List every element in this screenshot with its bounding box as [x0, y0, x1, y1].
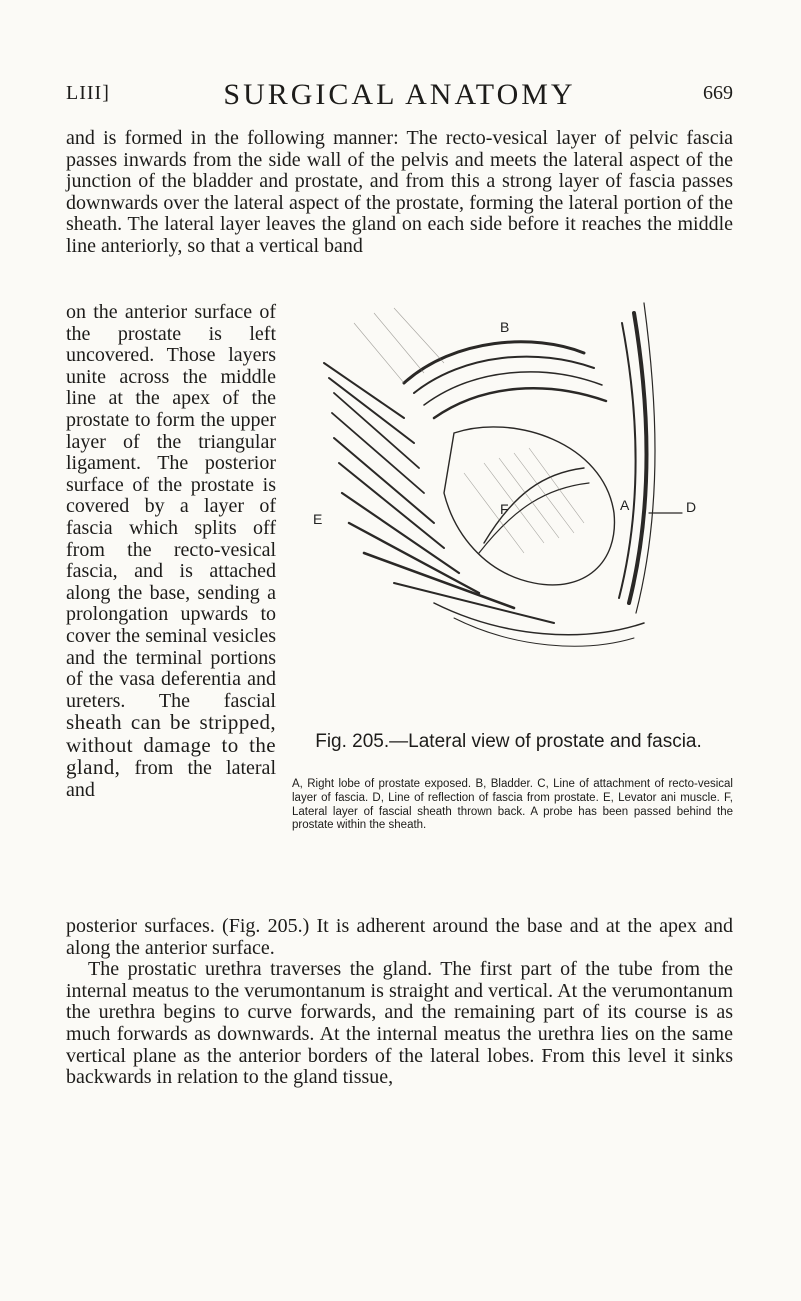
- side-column-text: on the anterior surface of the prostate is left uncovered. Those layers unite across the middle line at the apex of the prostate to form the upper layer of the triangular ligament. The posterior surface of the prostate is covered by a layer of fascia which splits off from the recto-vesical fascia, and is attached along the base, sending a prolongation upwards to cover the seminal vesicles and the terminal portions of the vasa deferentia and ureters. The fascial: [66, 301, 276, 712]
- running-title: SURGICAL ANATOMY: [223, 78, 576, 111]
- prostate-fascia-drawing: [284, 243, 744, 728]
- chapter-marker: LIII]: [66, 82, 110, 104]
- top-paragraph-text: and is formed in the following manner: The recto-vesical layer of pelvic fascia passes inwards from the side wall of the pelvis and meets the lateral aspect of the junction of the bladder and prostate, and from this a strong layer of fascia passes downwards over the lateral aspect of the prostate, forming the lateral portion of the sheath. The lateral layer leaves the gland on each side before it reaches the middle line anteriorly, so that a vertical band: [66, 127, 733, 257]
- figure-205-illustration: [284, 243, 744, 728]
- figure-caption-title: Fig. 205.—Lateral view of prostate and fascia.: [315, 731, 702, 752]
- running-header: [66, 78, 733, 112]
- label-d: D: [686, 499, 697, 515]
- top-paragraph: [66, 128, 733, 258]
- side-column: [66, 302, 276, 802]
- bottom-text: [66, 916, 733, 1089]
- page-number: 669: [703, 82, 733, 104]
- label-b: B: [500, 319, 510, 335]
- bottom-paragraph-1: posterior surfaces. (Fig. 205.) It is adherent around the base and at the apex and along the anterior surface.: [66, 915, 733, 959]
- label-e: E: [313, 511, 323, 527]
- label-f: F: [500, 501, 509, 517]
- label-a: A: [620, 497, 630, 513]
- bottom-paragraph-2: The prostatic urethra traverses the gland. The first part of the tube from the internal meatus to the verumontanum is straight and vertical. At the verumontanum the urethra begins to curve forwards, and the remaining part of its course is as much forwards as downwards. At the internal meatus the urethra lies on the same vertical plane as the anterior borders of the lateral lobes. From this level it sinks backwards in relation to the gland tissue,: [66, 958, 733, 1089]
- figure-caption-body: A, Right lobe of prostate exposed. B, Bladder. C, Line of attachment of recto-vesical layer of fascia. D, Line of reflection of fascia from prostate. E, Levator ani muscle. F, Lateral layer of fascial sheath thrown back. A probe has been passed behind the prostate within the sheath.: [292, 778, 733, 832]
- side-column-end-text: from the lateral and: [66, 757, 276, 802]
- side-column-strip-text: sheath can be stripped, without damage to the gland,: [66, 710, 276, 780]
